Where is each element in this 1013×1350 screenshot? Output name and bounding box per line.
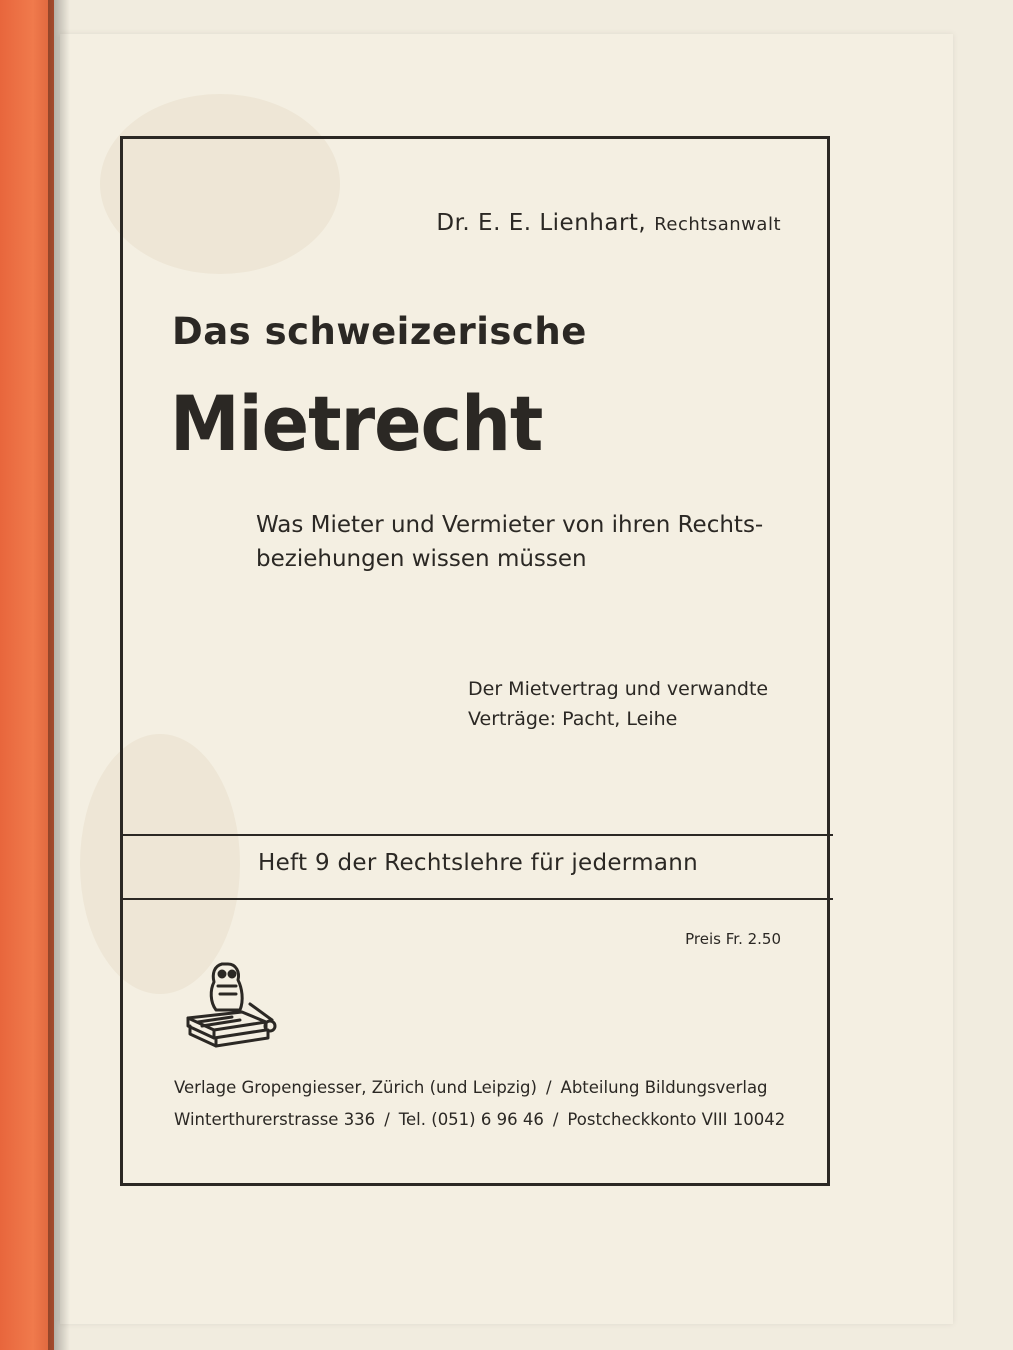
author-role: Rechtsanwalt [654,214,781,235]
separator: / [552,1110,559,1129]
subtitle: Was Mieter und Vermieter von ihren Rechts- beziehungen wissen müssen [256,512,764,572]
publisher-line-1 [174,1072,785,1104]
title-kicker: Das schweizerische [172,310,587,353]
author-name: Dr. E. E. Lienhart, [436,210,647,236]
series-title: Heft 9 der Rechtslehre für jedermann [258,850,699,876]
publisher-street: Winterthurerstrasse 336 [174,1110,376,1129]
publisher-phone: Tel. (051) 6 96 46 [398,1110,544,1129]
contents-note [468,674,808,734]
publisher-department: Abteilung Bildungsverlag [560,1078,768,1097]
contents-line-1: Der Mietvertrag und verwandte [468,678,769,700]
spine-shadow [48,0,70,1350]
page-title: Mietrecht [170,380,543,469]
publisher-name: Verlage Gropengiesser, Zürich (und Leipzig) [174,1078,537,1097]
owl-on-book-icon [180,956,282,1052]
publisher-block [174,1072,785,1136]
contents-line-2: Verträge: Pacht, Leihe [468,708,678,730]
price-label: Preis Fr. 2.50 [685,930,781,948]
separator: / [384,1110,390,1129]
publisher-postal-account: Postcheckkonto VIII 10042 [567,1110,786,1129]
publisher-line-2 [174,1104,785,1136]
author-line [436,210,781,236]
separator: / [545,1078,552,1097]
